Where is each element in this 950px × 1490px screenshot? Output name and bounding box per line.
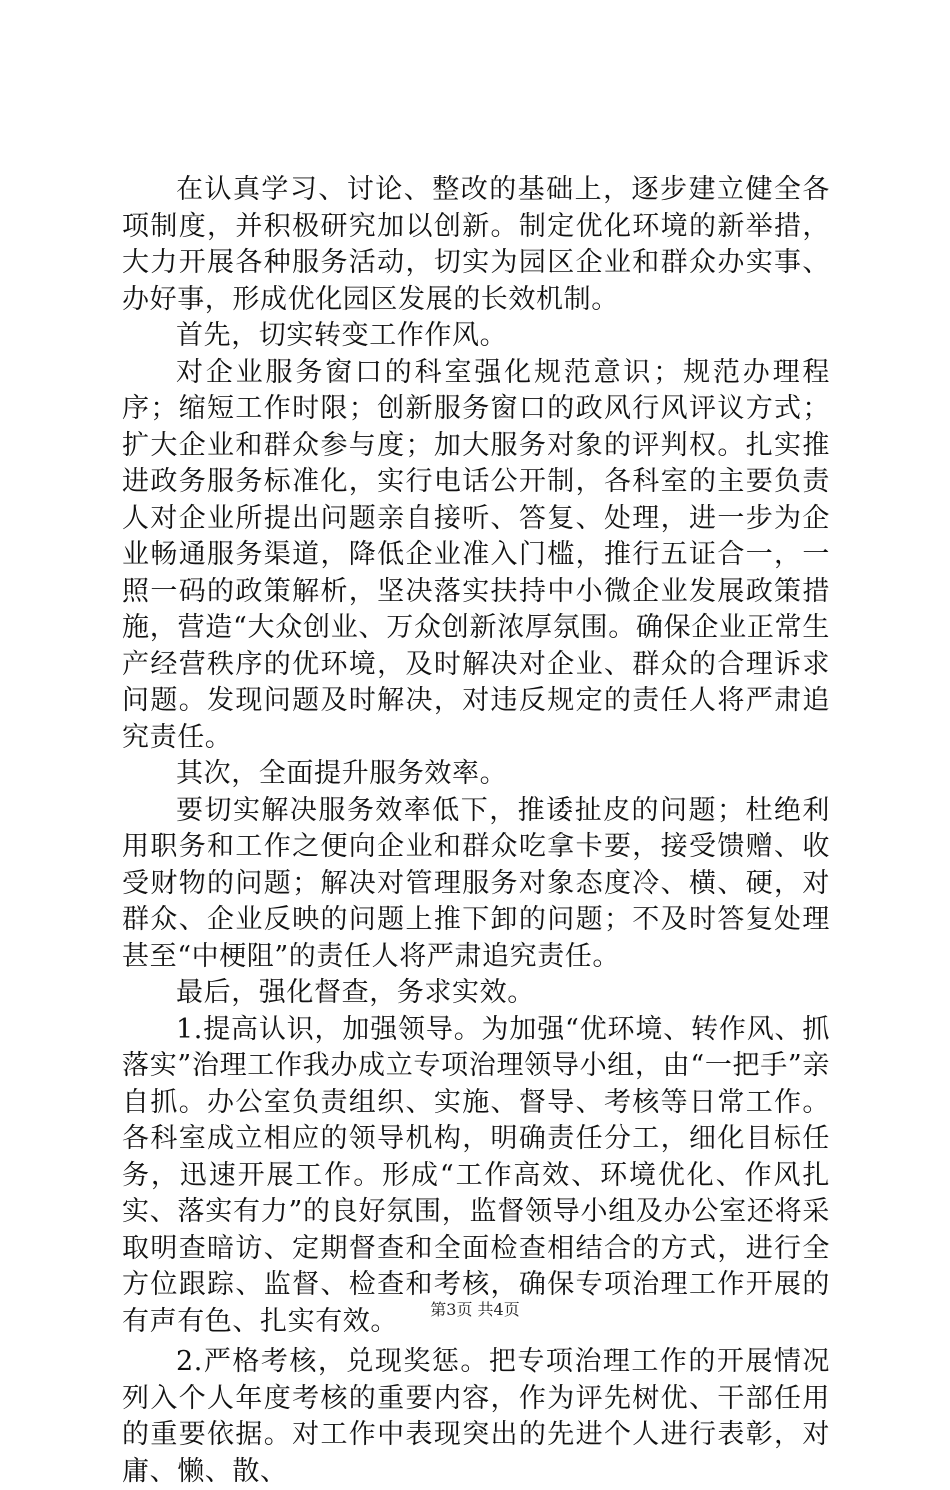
paragraph-intro: 在认真学习、讨论、整改的基础上，逐步建立健全各项制度，并积极研究加以创新。制定优化环境的新举措，大力开展各种服务活动，切实为园区企业和群众办实事、办好事，形成优化园区发展的长效机制。 <box>122 174 830 315</box>
page-number-footer: 第3页 共4页 <box>430 1300 520 1319</box>
paragraph-second-detail: 要切实解决服务效率低下，推诿扯皮的问题；杜绝利用职务和工作之便向企业和群众吃拿卡要，接受馈赠、收受财物的问题；解决对管理服务对象态度冷、横、硬，对群众、企业反映的问题上推下卸的问题；不及时答复处理甚至“中梗阻”的责任人将严肃追究责任。 <box>122 794 830 972</box>
paragraph-item-2: 2.严格考核，兑现奖惩。把专项治理工作的开展情况列入个人年度考核的重要内容，作为评先树优、干部任用的重要依据。对工作中表现突出的先进个人进行表彰，对庸、懒、散、 <box>122 1346 830 1487</box>
paragraph-first-detail: 对企业服务窗口的科室强化规范意识；规范办理程序；缩短工作时限；创新服务窗口的政风行风评议方式；扩大企业和群众参与度；加大服务对象的评判权。扎实推进政务服务标准化，实行电话公开制，各科室的主要负责人对企业所提出问题亲自接听、答复、处理，进一步为企业畅通服务渠道，降低企业准入门槛，推行五证合一，一照一码的政策解析，坚决落实扶持中小微企业发展政策措施，营造“大众创业、万众创新浓厚氛围。确保企业正常生产经营秩序的优环境，及时解决对企业、群众的合理诉求问题。发现问题及时解决，对违反规定的责任人将严肃追究责任。 <box>122 356 830 753</box>
paragraph-item-1: 1.提高认识，加强领导。为加强“优环境、转作风、抓落实”治理工作我办成立专项治理领导小组，由“一把手”亲自抓。办公室负责组织、实施、督导、考核等日常工作。各科室成立相应的领导机构，明确责任分工，细化目标任务，迅速开展工作。形成“工作高效、环境优化、作风扎实、落实有力”的良好氛围，监督领导小组及办公室还将采取明查暗访、定期督查和全面检查相结合的方式，进行全方位跟踪、监督、检查和考核，确保专项治理工作开展的有声有色、扎实有效。 <box>122 1013 830 1337</box>
heading-first: 首先，切实转变工作作风。 <box>176 320 508 351</box>
heading-second: 其次，全面提升服务效率。 <box>176 758 508 789</box>
heading-last: 最后，强化督查，务求实效。 <box>176 977 535 1008</box>
document-body <box>122 172 830 1490</box>
